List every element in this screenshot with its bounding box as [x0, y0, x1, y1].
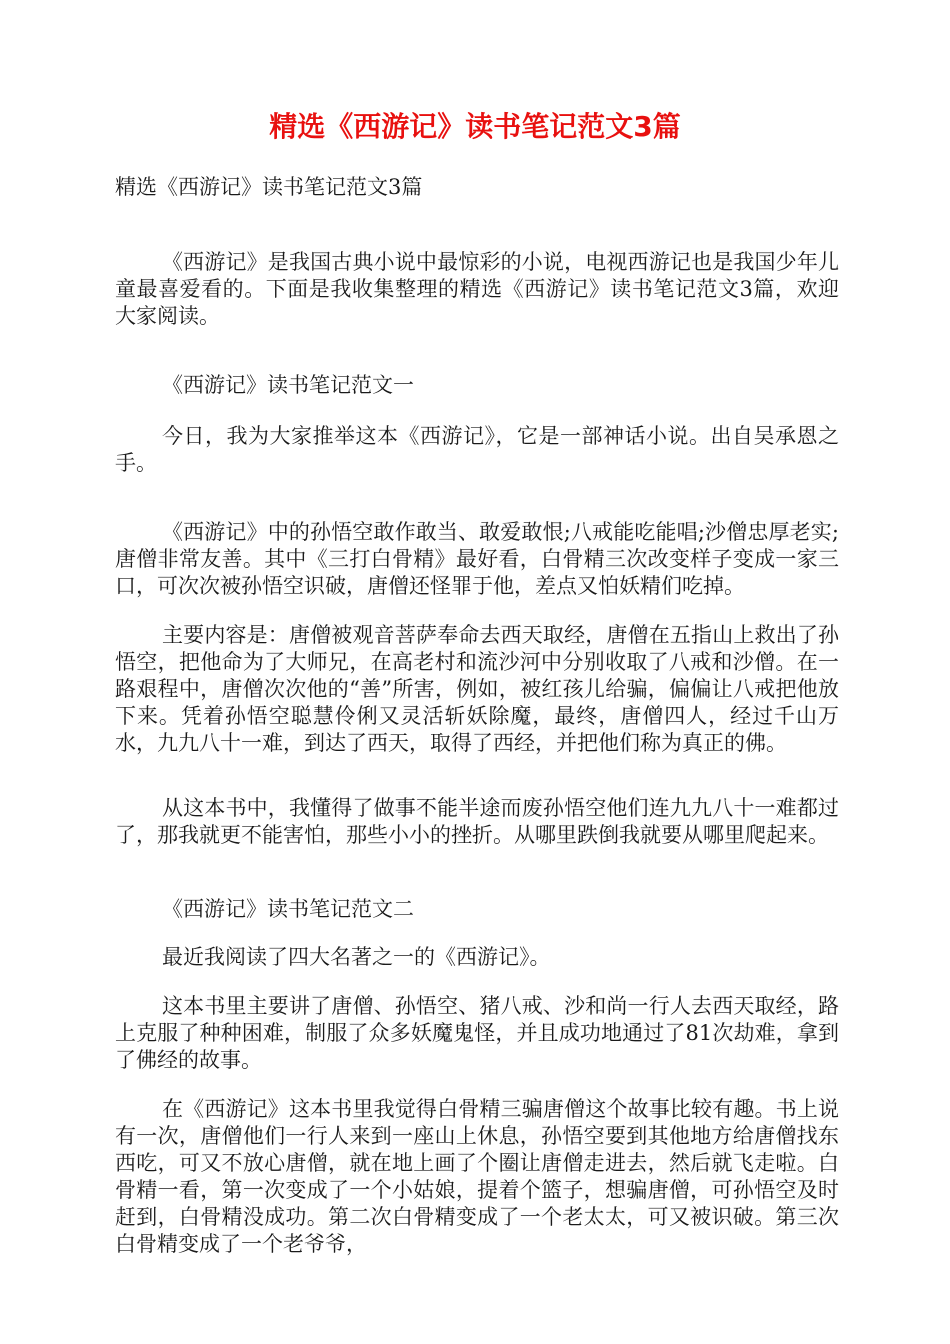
document-subtitle: 精选《西游记》读书笔记范文3篇: [115, 175, 423, 199]
paragraph: 在《西游记》这本书里我觉得白骨精三骗唐僧这个故事比较有趣。书上说有一次，唐僧他们一行人来到一座山上休息，孙悟空要到其他地方给唐僧找东西吃，可又不放心唐僧，就在地上画了个圈让唐僧走进去，然后就飞走啦。白骨精一看，第一次变成了一个小姑娘，提着个篮子，想骗唐僧，可孙悟空及时赶到，白骨精没成功。第二次白骨精变成了一个老太太，可又被识破。第三次白骨精变成了一个老爷爷，: [115, 1097, 839, 1256]
paragraph-intro: 《西游记》是我国古典小说中最惊彩的小说，电视西游记也是我国少年儿童最喜爱看的。下面是我收集整理的精选《西游记》读书笔记范文3篇，欢迎大家阅读。: [115, 250, 839, 328]
section-heading-1: 《西游记》读书笔记范文一: [162, 373, 414, 397]
paragraph: 这本书里主要讲了唐僧、孙悟空、猪八戒、沙和尚一行人去西天取经，路上克服了种种困难，制服了众多妖魔鬼怪，并且成功地通过了81次劫难，拿到了佛经的故事。: [115, 994, 839, 1072]
section-heading-2: 《西游记》读书笔记范文二: [162, 897, 414, 921]
paragraph: 《西游记》中的孙悟空敢作敢当、敢爱敢恨;八戒能吃能唱;沙僧忠厚老实;唐僧非常友善。其中《三打白骨精》最好看，白骨精三次改变样子变成一家三口，可次次被孙悟空识破，唐僧还怪罪于他，差点又怕妖精们吃掉。: [115, 520, 839, 598]
document-title: 精选《西游记》读书笔记范文3篇: [269, 110, 681, 143]
paragraph: 最近我阅读了四大名著之一的《西游记》。: [162, 945, 551, 969]
paragraph: 从这本书中，我懂得了做事不能半途而废孙悟空他们连九九八十一难都过了，那我就更不能害怕，那些小小的挫折。从哪里跌倒我就要从哪里爬起来。: [115, 796, 839, 847]
paragraph: 主要内容是：唐僧被观音菩萨奉命去西天取经，唐僧在五指山上救出了孙悟空，把他命为了大师兄，在高老村和流沙河中分别收取了八戒和沙僧。在一路艰程中，唐僧次次他的“善”所害，例如，被红孩儿给骗，偏偏让八戒把他放下来。凭着孙悟空聪慧伶俐又灵活斩妖除魔，最终，唐僧四人，经过千山万水，九九八十一难，到达了西天，取得了西经，并把他们称为真正的佛。: [115, 623, 839, 755]
paragraph: 今日，我为大家推举这本《西游记》，它是一部神话小说。出自吴承恩之手。: [115, 424, 839, 475]
